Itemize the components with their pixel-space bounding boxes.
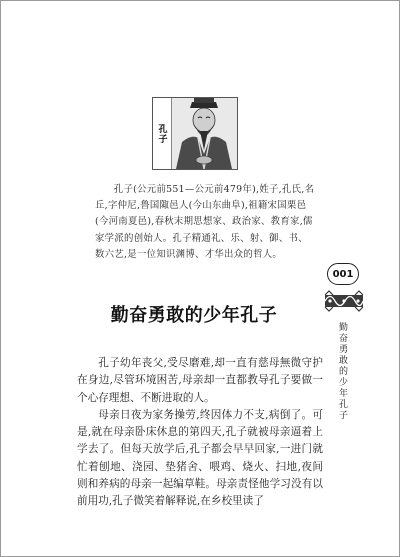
paragraph: 母亲日夜为家务操劳,终因体力不支,病倒了。可是,就在母亲卧床休息的第四天,孔子就被母亲逼着上学去了。但每天放学后,孔子都会早早回家,一进门就忙着刨地、浇园、垫猪舍、喂鸡、烧火、扫地,夜间则和养病的母亲一起编草鞋。母亲责怪他学习没有以前用功,孔子微笑着解释说,在乡校里读了 bbox=[77, 408, 323, 508]
running-title: 勤奋勇敢的少年孔子 bbox=[337, 322, 347, 421]
page-number bbox=[327, 263, 359, 285]
paragraph: 孔子幼年丧父,受尽磨难,却一直有慈母無微守护在身边,尽管环境困苦,母亲却一直都教导孔子要做一个心存理想、不断进取的人。 bbox=[77, 357, 323, 404]
page-number-text: 001 bbox=[332, 268, 354, 280]
chapter-title: 勤奋勇敢的少年孔子 bbox=[110, 305, 278, 326]
portrait-name: 孔子 bbox=[156, 123, 167, 144]
ornament-icon bbox=[324, 290, 364, 312]
author-intro: 孔子(公元前551—公元前479年),姓子,孔氏,名丘,字仲尼,鲁国陬邑人(今山东曲阜),祖籍宋国栗邑(今河南夏邑),春秋末期思想家、政治家、教育家,儒家学派的创始人。孔子精通礼、乐、射、御、书、数六艺,是一位知识渊博、才华出众的哲人。 bbox=[95, 184, 315, 260]
chapter-body bbox=[77, 355, 323, 511]
portrait-frame bbox=[152, 97, 238, 170]
portrait-name-tag bbox=[153, 98, 172, 169]
confucius-portrait-icon bbox=[172, 98, 237, 169]
